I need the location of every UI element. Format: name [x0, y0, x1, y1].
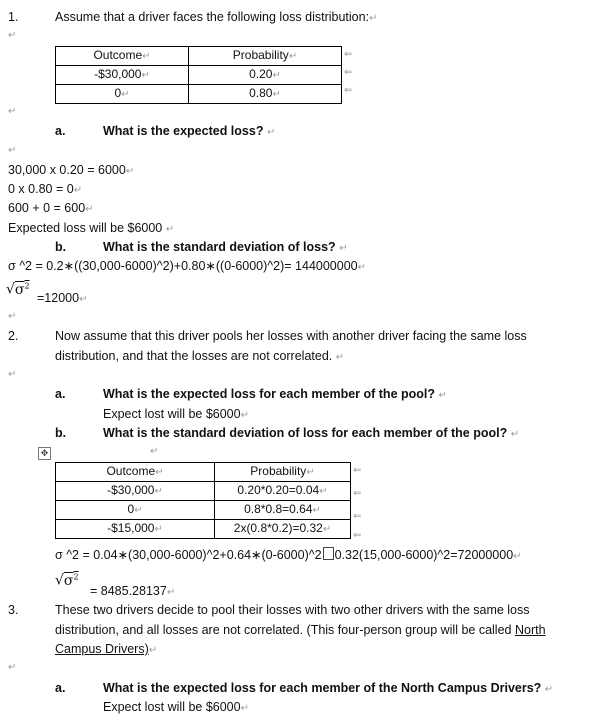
table-row	[56, 47, 342, 66]
q1-calc-line: Expected loss will be $6000 ↵	[8, 221, 175, 235]
q2a-question: What is the expected loss for each member of the pool? ↵	[103, 387, 447, 401]
cell-outcome: 0↵	[56, 85, 189, 104]
cell-probability: 2x(0.8*0.2)=0.32↵	[215, 520, 351, 539]
row-end-mark: ⇐	[353, 488, 362, 499]
q3a-question: What is the expected loss for each member of the North Campus Drivers? ↵	[103, 681, 554, 695]
cell-outcome: -$15,000↵	[56, 520, 215, 539]
cell-probability: 0.20↵	[189, 66, 342, 85]
q1-loss-table	[55, 46, 342, 104]
row-end-mark: ⇐	[353, 511, 362, 522]
row-end-mark: ⇐	[353, 530, 362, 541]
q2b-label: b.	[55, 426, 67, 440]
row-end-mark: ⇐	[353, 465, 362, 476]
q3-text-line2: distribution, and all losses are not correlated. (This four-person group will be called North	[55, 623, 546, 637]
paragraph-mark: ↵	[150, 446, 159, 457]
q3-text-line1: These two drivers decide to pool their losses with two other drivers with the same loss	[55, 603, 530, 617]
q1-sd-formula: σ ^2 = 0.2∗((30,000-6000)^2)+0.80∗((0-6000)^2)= 144000000↵	[8, 259, 366, 273]
row-end-mark: ⇐	[344, 49, 353, 60]
q1-calc-line: 600 + 0 = 600↵	[8, 201, 94, 215]
q1-number: 1.	[8, 10, 19, 24]
paragraph-mark: ↵	[8, 106, 17, 117]
q2-text-line2: distribution, and that the losses are not correlated. ↵	[55, 349, 345, 363]
q1a-label: a.	[55, 124, 66, 138]
q2a-label: a.	[55, 387, 66, 401]
cursor-box-icon	[323, 547, 334, 560]
q3-text-line3: Campus Drivers)↵	[55, 642, 158, 656]
q2a-answer: Expect lost will be $6000↵	[103, 407, 249, 421]
q3a-answer: Expect lost will be $6000↵	[103, 700, 249, 714]
table-row	[56, 66, 342, 85]
paragraph-mark: ↵	[8, 30, 17, 41]
q1b-question: What is the standard deviation of loss? ↵	[103, 240, 348, 254]
row-end-mark: ⇐	[344, 85, 353, 96]
header-probability: Probability↵	[189, 47, 342, 66]
q2-sd-result: = 8485.28137↵	[90, 584, 176, 598]
table-move-handle-icon[interactable]: ✥	[38, 447, 51, 460]
q1a-question: What is the expected loss? ↵	[103, 124, 276, 138]
table-row	[56, 482, 351, 501]
q2-number: 2.	[8, 329, 19, 343]
q3a-label: a.	[55, 681, 66, 695]
q1-text: Assume that a driver faces the following loss distribution:↵	[55, 10, 378, 24]
sqrt-sigma-squared-icon: $√\sigma^2$	[55, 572, 79, 589]
paragraph-mark: ↵	[8, 369, 17, 380]
q2b-question: What is the standard deviation of loss for each member of the pool? ↵	[103, 426, 520, 440]
table-row	[56, 85, 342, 104]
cell-outcome: 0↵	[56, 501, 215, 520]
table-row	[56, 501, 351, 520]
table-row	[56, 463, 351, 482]
paragraph-mark: ↵	[8, 145, 17, 156]
table-row	[56, 520, 351, 539]
row-end-mark: ⇐	[344, 67, 353, 78]
cell-probability: 0.20*0.20=0.04↵	[215, 482, 351, 501]
q1-calc-line: 0 x 0.80 = 0↵	[8, 182, 83, 196]
cell-outcome: -$30,000↵	[56, 482, 215, 501]
q2-text-line1: Now assume that this driver pools her losses with another driver facing the same loss	[55, 329, 527, 343]
header-outcome: Outcome↵	[56, 463, 215, 482]
cell-probability: 0.80↵	[189, 85, 342, 104]
cell-outcome: -$30,000↵	[56, 66, 189, 85]
header-outcome: Outcome↵	[56, 47, 189, 66]
paragraph-mark: ↵	[8, 662, 17, 673]
q2-sd-formula: σ ^2 = 0.04∗(30,000-6000)^2+0.64∗(0-6000)^2 0.32(15,000-6000)^2=72000000↵	[55, 548, 522, 562]
q2-pool-table	[55, 462, 351, 539]
q1-calc-line: 30,000 x 0.20 = 6000↵	[8, 163, 135, 177]
paragraph-mark: ↵	[8, 311, 17, 322]
header-probability: Probability↵	[215, 463, 351, 482]
q1b-label: b.	[55, 240, 67, 254]
q3-number: 3.	[8, 603, 19, 617]
q1-sd-result: =12000↵	[37, 291, 88, 305]
sqrt-sigma-squared-icon: $√\sigma^2$	[6, 281, 30, 298]
cell-probability: 0.8*0.8=0.64↵	[215, 501, 351, 520]
